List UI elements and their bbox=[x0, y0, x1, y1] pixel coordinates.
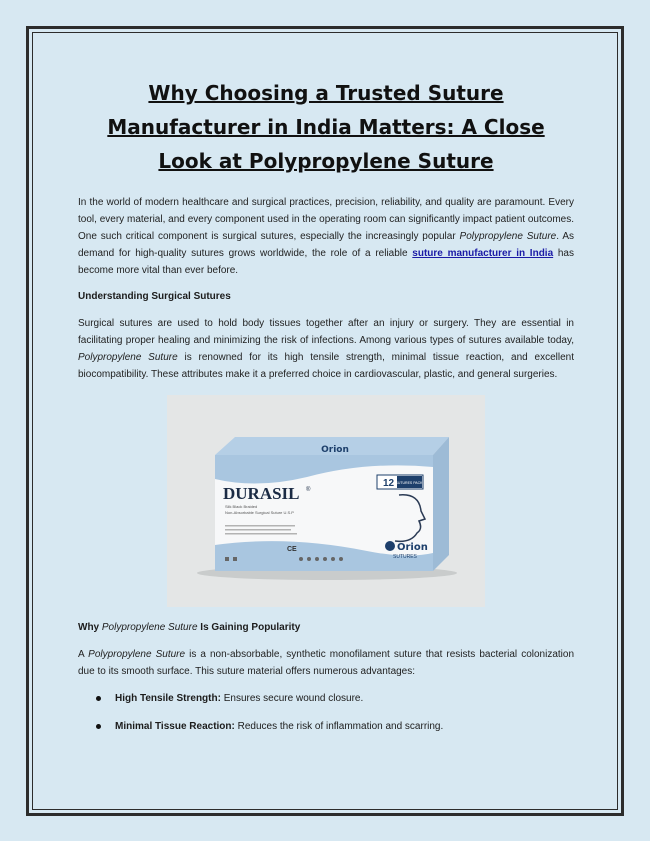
intro-paragraph: In the world of modern healthcare and surgical practices, precision, reliability, and quality are paramount. Every tool, every material, and every component used in the operating room can significantly impact patient outcomes. One such critical component is surgical sutures, especially the increasingly popular Polypropylene Suture. As demand for high-quality sutures grows worldwide, the role of a reliable suture manufacturer in India has become more vital than ever before. bbox=[78, 197, 574, 276]
bullet-icon bbox=[96, 724, 101, 729]
top-logo-text: Orion bbox=[321, 445, 349, 455]
advantages-list bbox=[78, 690, 574, 735]
maker-logo: Orion bbox=[397, 542, 428, 553]
document-body bbox=[78, 76, 574, 746]
sutures-paragraph: Surgical sutures are used to hold body tissues together after an injury or surgery. They are essential in facilitating proper healing and minimizing the risk of infections. Among various types of sutures available today, Polypropylene Suture is renowned for its high tensile strength, minimal tissue reaction, and excellent biocompatibility. These attributes make it a preferred choice in cardiovascular, plastic, and general surgeries. bbox=[78, 318, 574, 380]
list-item: Minimal Tissue Reaction: Reduces the risk of inflammation and scarring. bbox=[78, 718, 574, 735]
section-heading-sutures: Understanding Surgical Sutures bbox=[78, 291, 231, 302]
product-image bbox=[167, 395, 485, 607]
pack-count: 12 bbox=[383, 478, 395, 489]
maker-sub: SUTURES bbox=[393, 554, 417, 560]
bullet-icon bbox=[96, 696, 101, 701]
brand-name: DURASIL bbox=[223, 484, 300, 503]
brand-sub1: Silk Black Braided bbox=[225, 504, 258, 509]
ce-mark: CE bbox=[287, 546, 297, 553]
section-heading-popularity: Why Polypropylene Suture Is Gaining Popularity bbox=[78, 622, 301, 633]
brand-sub2: Non-Absorbable Surgical Suture U.S.P bbox=[225, 510, 294, 515]
page-title: Why Choosing a Trusted Suture Manufacturer in India Matters: A Close Look at Polypropylene Suture bbox=[107, 81, 545, 173]
brand-reg: ® bbox=[306, 487, 311, 493]
list-item: High Tensile Strength: Ensures secure wound closure. bbox=[78, 690, 574, 707]
suture-manufacturer-link[interactable]: suture manufacturer in India bbox=[412, 248, 554, 259]
popularity-paragraph: A Polypropylene Suture is a non-absorbable, synthetic monofilament suture that resists bacterial colonization due to its smooth surface. This suture material offers numerous advantages: bbox=[78, 649, 575, 677]
pack-label: SUTURES PACK bbox=[395, 481, 423, 485]
